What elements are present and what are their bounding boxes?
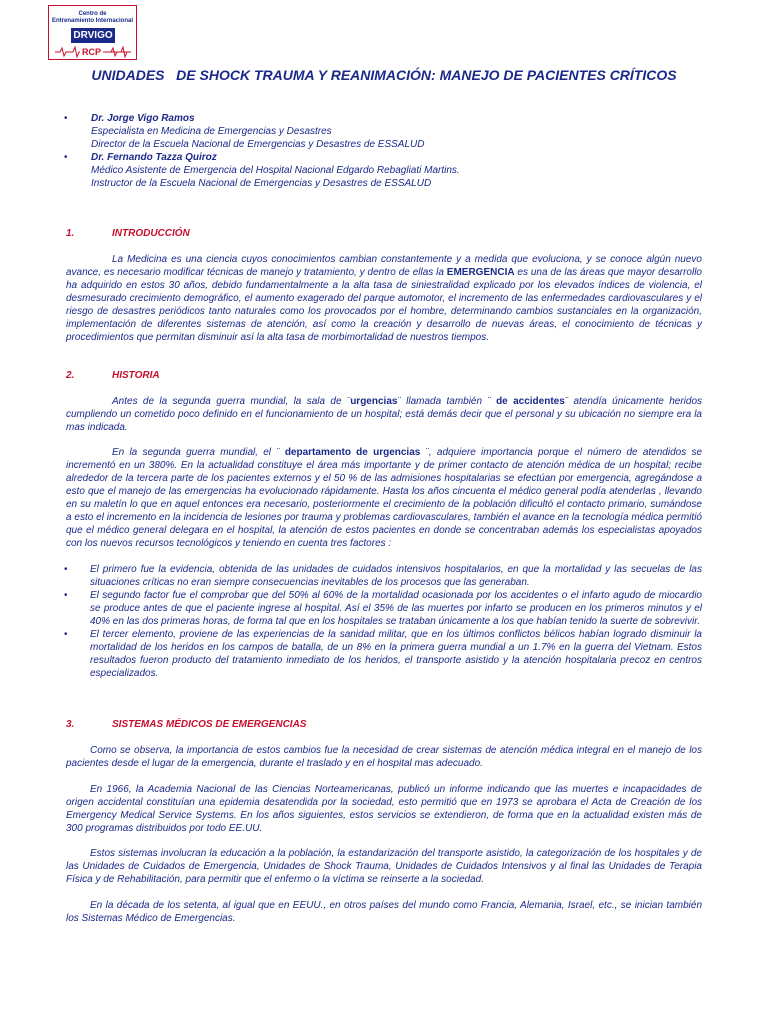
author-list [64,112,704,190]
author-item [64,112,704,151]
text-run: ¨ atendía únicamente heridos cumpliendo un cometido poco definido en el funcionamiento de un hospital; está demás decir que el personal y su ubicación no siempre era la mas indicada. [66,396,703,433]
paragraph [66,253,702,344]
bullet: • [64,152,68,163]
section-heading [66,228,190,239]
section-title: SISTEMAS MÉDICOS DE EMERGENCIAS [112,719,307,730]
emphasis-text: EMERGENCIA [446,267,515,278]
logo-line-2: Entrenamiento Internacional [51,18,133,24]
list-item [64,563,702,589]
text-run: En la segunda guerra mundial, el ¨ [112,447,285,458]
section-number: 1. [66,228,75,239]
text-run: La Medicina es una ciencia cuyos conocimientos cambian constantemente y a medida que evoluciona, y se conoce algún nuevo avance, es necesario modificar técnicas de manejo y tratamiento, y dentro de ellas la [66,254,702,278]
emphasis-text: urgencias [350,396,398,407]
paragraph: Como se observa, la importancia de estos cambios fue la necesidad de crear sistemas de atención médica integral en el manejo de los pacientes desde el lugar de la emergencia, durante el traslado y en el hospital mas adecuado. [66,745,702,769]
page-title: UNIDADES DE SHOCK TRAUMA Y REANIMACIÓN: MANEJO DE PACIENTES CRÍTICOS [91,67,677,83]
bullet: • [64,113,68,124]
section-title: INTRODUCCIÓN [112,228,190,239]
bullet-list [64,563,702,680]
section-number: 2. [66,370,75,381]
bullet: • [64,564,68,575]
list-item [64,628,702,680]
text-run: Antes de la segunda guerra mundial, la sala de ¨ [112,396,351,407]
author-name: Dr. Fernando Tazza Quiroz [91,152,217,163]
logo-sub: RCP [82,47,102,57]
text-run: ¨, adquiere importancia porque el número de atendidos se incrementó en un 380%. En la actualidad constituye el área más importante y de primer contacto de atención médica de un hospital; recibe alrededor de la tercera parte de los pacientes externos y el 50 % de las admisiones hospitalarias se efectúan por emergencia, agregándose a esto que el manejo de las emergencias ha evolucionado rápidamente. Hasta los años cincuenta el médico general podía atenderlas , llevando en su maletín lo que en aquel entonces era necesario, posteriormente el crecimiento de la población dificultó el contacto primario, sumándose a esto el incremento en la incidencia de lesiones por trauma y problemas cardiovasculares, también el avance en la tecnología médica permitió que el médico general delegara en el hospital, la atención de estos pacientes en donde se concentraban además los especialistas apoyados con los nuevos recursos tecnológicos y teniendo en cuenta tres factores : [66,447,703,549]
author-role: Médico Asistente de Emergencia del Hospital Nacional Edgardo Rebagliati Martins. [91,165,460,176]
paragraph: En la década de los setenta, al igual que en EEUU., en otros países del mundo como Francia, Alemania, Israel, etc., se inician también los Sistemas Médico de Emergencias. [66,900,702,924]
emphasis-text: departamento de urgencias [284,447,421,458]
text-run: es una de las áreas que mayor desarrollo ha adquirido en estos 30 años, debido fundamentalmente a la alta tasa de siniestralidad explicado por los elevados índices de violencia, el desmesurado crecimiento demográfico, el aumento exagerado del parque automotor, el incremento de las enfermedades cardiovasculares y el riesgo de desastres periódicos tanto naturales como los provocados por el hombre, determinando cambios sustanciales en la organización, implementación de diferentes sistemas de atención, así como la creación y desarrollo de nuevas áreas, el conocimiento de técnicas y procedimientos que permitan disminuir así la alta tasa de morbimortalidad de nuestros tiempos. [66,267,702,343]
paragraph [66,395,702,434]
author-role: Especialista en Medicina de Emergencias y Desastres [91,126,332,137]
section-title: HISTORIA [112,370,160,381]
logo-line-1: Centro de [78,11,107,17]
author-item [64,151,704,190]
author-name: Dr. Jorge Vigo Ramos [91,113,195,124]
logo-brand: DRVIGO [71,28,115,43]
logo [48,5,137,60]
text-run: ¨ llamada también ¨ [397,396,497,407]
list-item [64,589,702,628]
section-heading [66,719,306,730]
section-heading [66,370,160,381]
author-role: Director de la Escuela Nacional de Emergencias y Desastres de ESSALUD [91,139,425,150]
list-item-text: El tercer elemento, proviene de las experiencias de la sanidad militar, que en los últimos conflictos bélicos habían logrado disminuir la mortalidad de los heridos en los campos de batalla, de un 8% en la primera guerra mundial a un 1.7% en la guerra del Vietnam. Estos resultados fueron producto del tratamiento inmediato de los heridos, el transporte asistido y la atención hospitalaria precoz en centros especializados. [90,629,702,679]
section-number: 3. [66,719,75,730]
paragraph [66,446,702,550]
paragraph: En 1966, la Academia Nacional de las Ciencias Norteamericanas, publicó un informe indicando que las muertes e incapacidades de origen accidental constituían una epidemia desatendida por la sociedad, esto permitió que en 1973 se aprobara el Acta de Creación de los Emergency Medical Service Systems. En los años siguientes, estos servicios se extendieron, de forma que en la actualidad existen más de 300 programas distribuidos por todo EE.UU. [66,784,702,834]
list-item-text: El primero fue la evidencia, obtenida de las unidades de cuidados intensivos hospitalarios, en que la mortalidad y las secuelas de las situaciones críticas no eran siempre consecuencias inevitables de los procesos que las generaban. [90,564,702,588]
author-role: Instructor de la Escuela Nacional de Emergencias y Desastres de ESSALUD [91,178,432,189]
emphasis-text: de accidentes [496,396,565,407]
paragraph: Estos sistemas involucran la educación a la población, la estandarización del transporte asistido, la categorización de los hospitales y de las Unidades de Cuidados de Emergencia, Unidades de Shock Trauma, Unidades de Cuidados Intensivos y al final las Unidades de Terapia Física y de Rehabilitación, para permitir que el enfermo o la víctima se reinserte a la sociedad. [66,848,702,885]
bullet: • [64,590,68,601]
bullet: • [64,629,68,640]
list-item-text: El segundo factor fue el comprobar que del 50% al 60% de la mortalidad ocasionada por los accidentes o el infarto agudo de miocardio se produce antes de que el paciente ingrese al hospital. Así el 35% de las muertes por infarto se producen en los primeros minutos y el 40% en las dos primeras horas, de forma tal que en los hospitales se trataban únicamente a los que habían tenido la suerte de sobrevivir. [90,590,702,627]
